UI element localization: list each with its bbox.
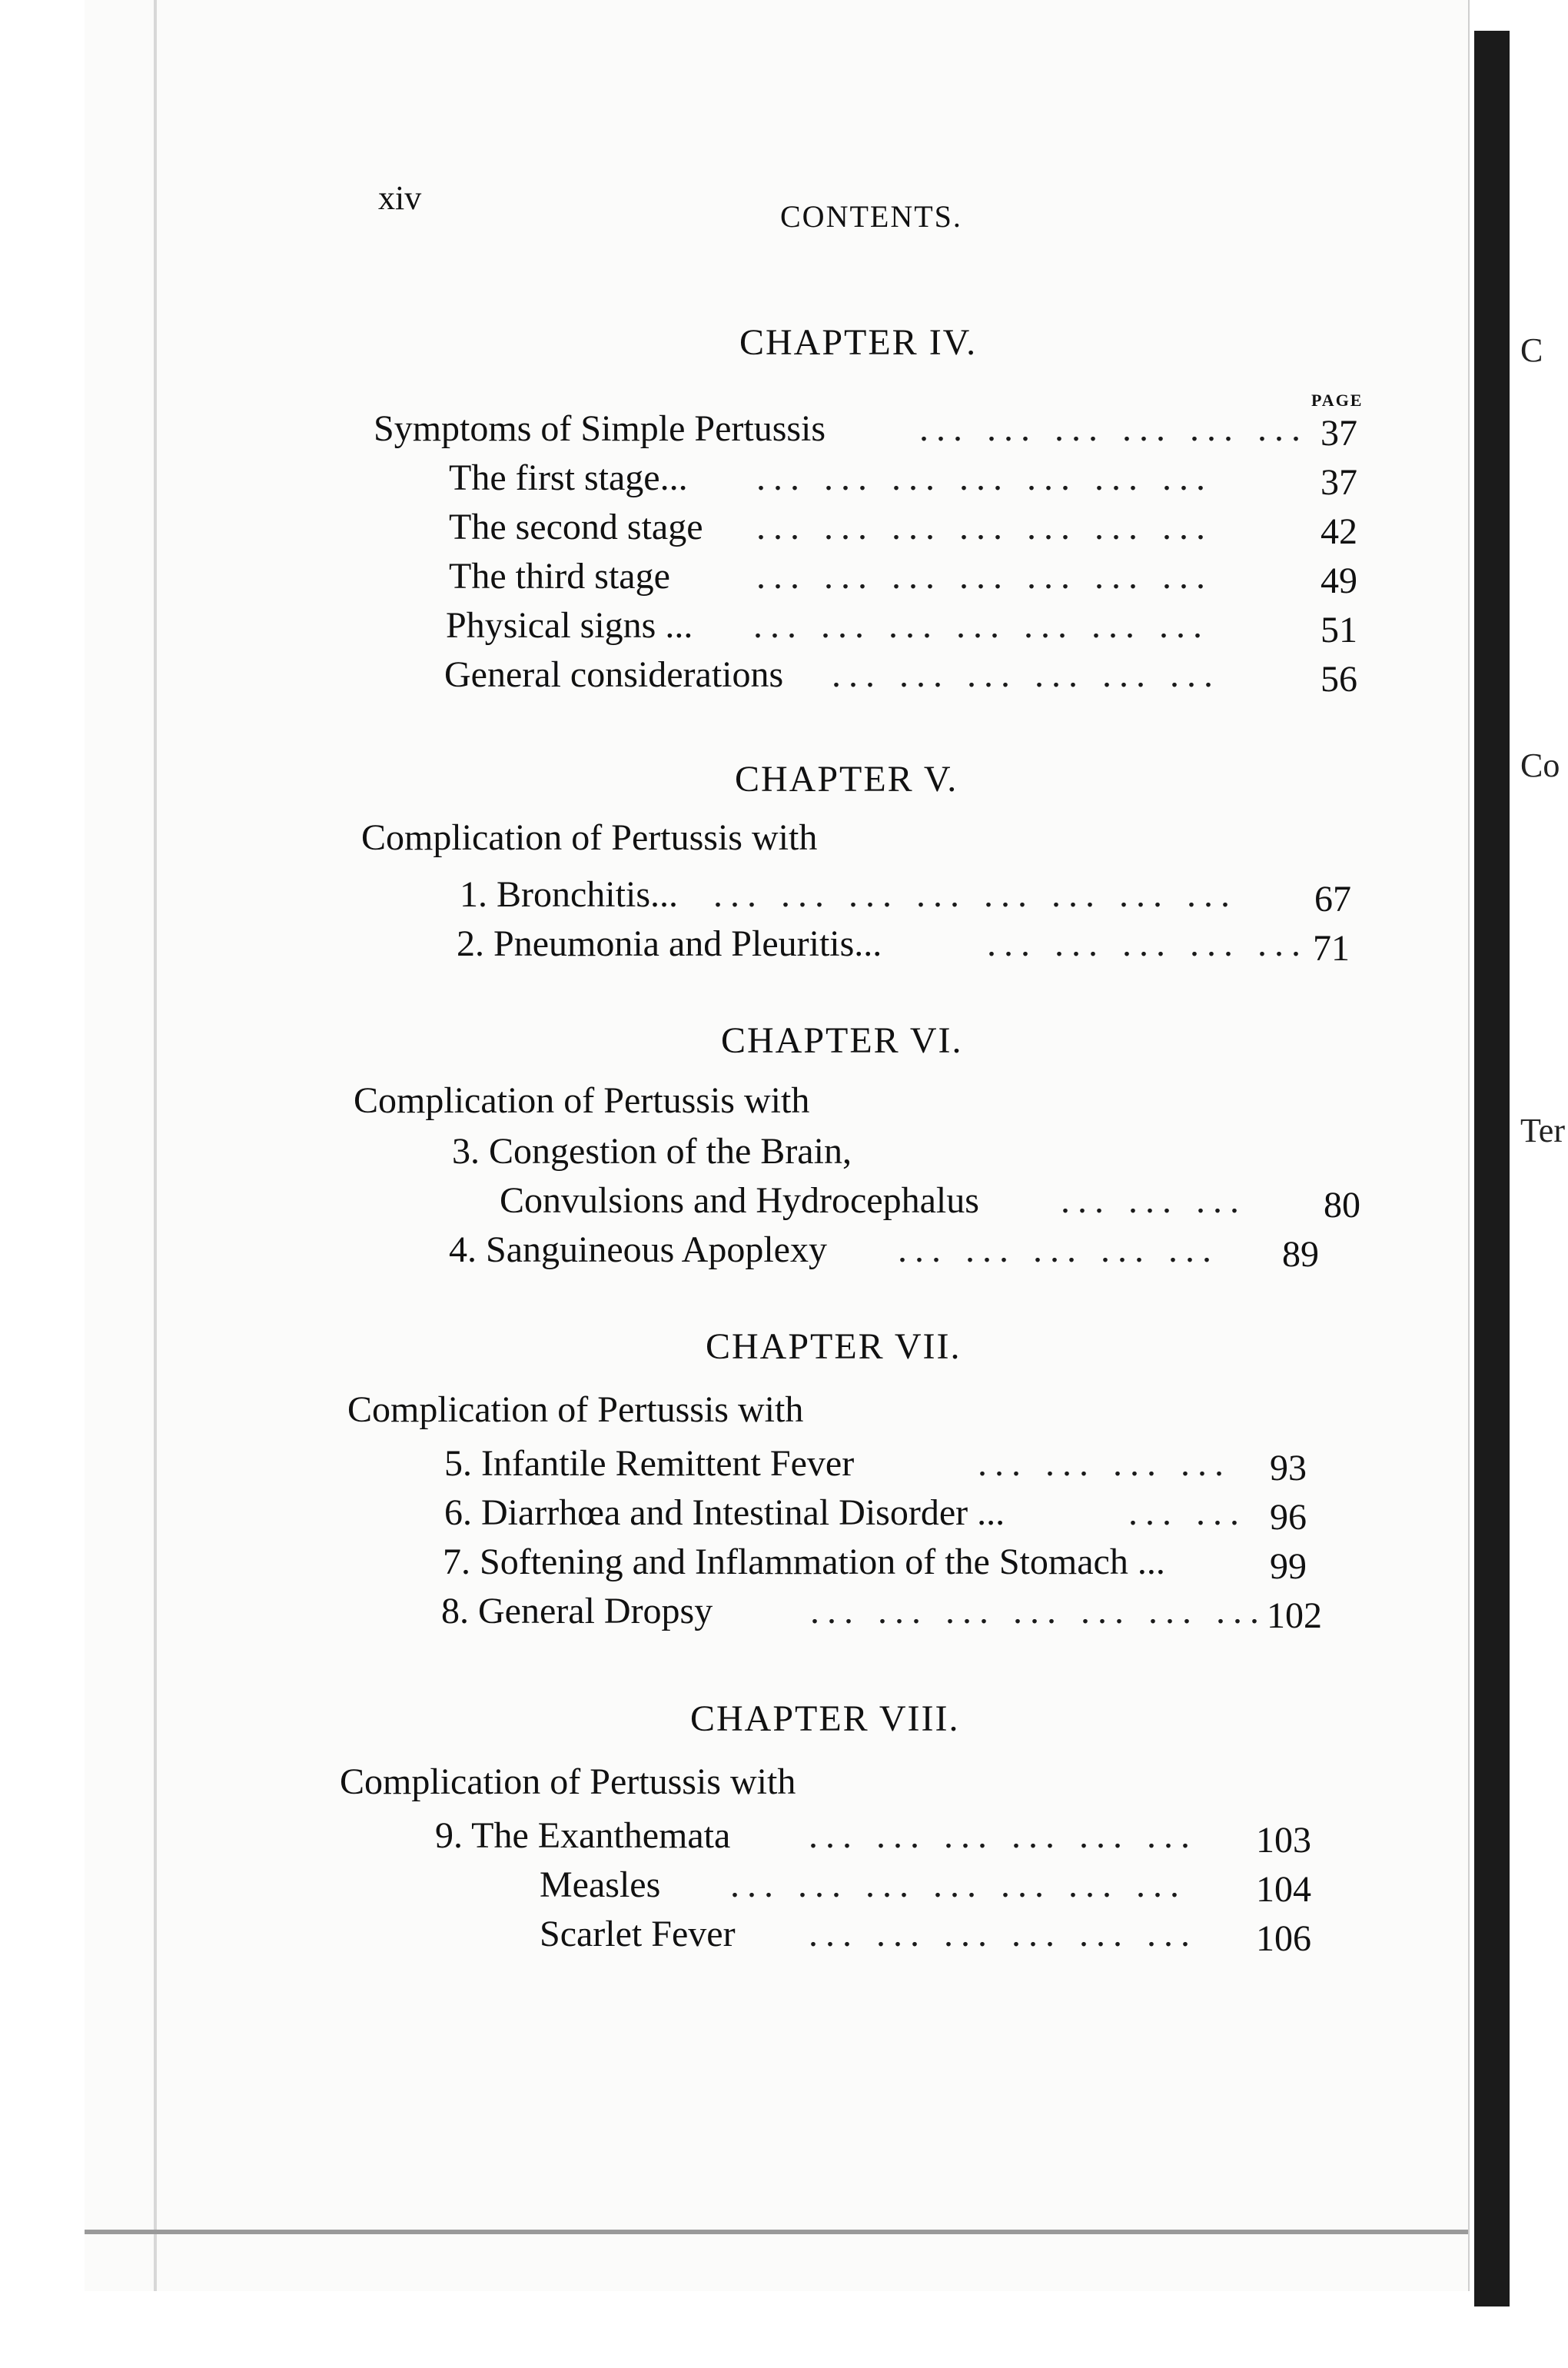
chapter-heading: CHAPTER V. [735, 759, 958, 800]
toc-entry [444, 1492, 1367, 1538]
entry-text: Sanguineous Apoplexy [486, 1229, 827, 1270]
entry-number: 9. [435, 1815, 463, 1856]
entry-page: 37 [1321, 462, 1357, 503]
entry-page: 49 [1321, 560, 1357, 601]
entry-page: 104 [1256, 1869, 1311, 1910]
toc-entry [449, 457, 1371, 503]
entry-page: 93 [1270, 1448, 1307, 1488]
toc-entry [435, 1814, 1373, 1861]
toc-entry [457, 923, 1379, 969]
leader-dots: ... ... ... ... [978, 1443, 1231, 1484]
entry-number: 5. [444, 1443, 472, 1484]
next-page-fragment: C [1520, 331, 1543, 369]
next-page-fragment: Ter [1520, 1112, 1565, 1149]
entry-number: 4. [449, 1229, 477, 1270]
entry-text: Bronchitis... [497, 874, 678, 915]
chapter-heading: CHAPTER IV. [739, 322, 978, 363]
entry-page: 96 [1270, 1497, 1307, 1538]
entry-page: 51 [1321, 610, 1357, 650]
next-page-fragment: Co [1520, 747, 1560, 784]
leader-dots: ... ... ... ... ... ... [809, 1914, 1198, 1954]
entry-number: 2. [457, 923, 484, 964]
leader-dots: ... ... ... ... ... ... ... [756, 507, 1213, 547]
leader-dots: ... ... ... ... ... ... [809, 1815, 1198, 1856]
entry-title [452, 1130, 852, 1172]
entry-text: Infantile Remittent Fever [481, 1443, 855, 1484]
entry-title: Convulsions and Hydrocephalus [500, 1180, 979, 1221]
toc-entry [446, 604, 1368, 650]
leader-dots: ... ... ... ... ... ... ... [756, 457, 1213, 498]
chapter-heading: CHAPTER VI. [721, 1020, 963, 1061]
entry-title: Physical signs ... [446, 605, 693, 646]
chapter-heading: CHAPTER VIII. [690, 1698, 960, 1739]
leader-dots: ... ... ... ... ... ... ... [730, 1864, 1187, 1905]
entry-title: The second stage [449, 507, 703, 547]
leader-dots: ... ... [1128, 1492, 1247, 1533]
leader-dots: ... ... ... [1061, 1180, 1247, 1221]
leader-dots: ... ... ... ... ... [898, 1229, 1219, 1270]
entry-title [435, 1814, 730, 1857]
complication-intro: Complication of Pertussis with [354, 1080, 810, 1121]
toc-entry [460, 873, 1382, 920]
entry-page: 56 [1321, 659, 1357, 700]
entry-title [457, 923, 882, 965]
entry-number: 8. [441, 1591, 469, 1631]
running-head: CONTENTS. [780, 199, 962, 234]
complication-intro: Complication of Pertussis with [347, 1389, 804, 1430]
entry-page: 71 [1313, 928, 1350, 969]
toc-entry [500, 1179, 1422, 1226]
leader-dots: ... ... ... ... ... ... ... [756, 556, 1213, 597]
toc-entry [449, 1229, 1371, 1275]
toc-entry [449, 555, 1371, 601]
entry-page: 67 [1314, 879, 1351, 920]
toc-entry [444, 1442, 1367, 1488]
entry-title [444, 1442, 854, 1485]
entry-page: 89 [1282, 1234, 1319, 1275]
entry-title [441, 1590, 713, 1632]
complication-intro: Complication of Pertussis with [340, 1761, 796, 1802]
bottom-scan-edge [85, 2230, 1468, 2234]
entry-page: 106 [1256, 1918, 1311, 1959]
book-gutter-shadow [1474, 31, 1510, 2306]
entry-title [444, 1492, 1005, 1534]
leader-dots: ... ... ... ... ... ... ... [810, 1591, 1267, 1631]
leader-dots: ... ... ... ... ... [987, 923, 1308, 964]
entry-number: 1. [460, 874, 487, 915]
entry-page: 37 [1321, 413, 1357, 454]
leader-dots: ... ... ... ... ... ... [832, 654, 1221, 695]
entry-text: Softening and Inflammation of the Stomach ... [480, 1542, 1165, 1582]
chapter-heading: CHAPTER VII. [706, 1326, 962, 1367]
entry-title: Symptoms of Simple Pertussis [374, 408, 826, 449]
entry-title [449, 1229, 827, 1271]
entry-number: 7. [443, 1542, 470, 1582]
leader-dots: ... ... ... ... ... ... [919, 408, 1308, 449]
toc-entry [443, 1541, 1365, 1587]
toc-entry [374, 407, 1373, 454]
entry-title [443, 1541, 1165, 1583]
leader-dots: ... ... ... ... ... ... ... [753, 605, 1210, 646]
entry-text: Diarrhœa and Intestinal Disorder ... [481, 1492, 1005, 1533]
entry-text: Congestion of the Brain, [489, 1131, 852, 1172]
page-column-label: PAGE [1311, 391, 1364, 410]
toc-entry [540, 1864, 1385, 1910]
toc-entry [452, 1130, 1374, 1176]
entry-title: The first stage... [449, 457, 688, 498]
toc-entry [540, 1913, 1385, 1959]
entry-title: General considerations [444, 654, 784, 695]
complication-intro: Complication of Pertussis with [361, 817, 818, 858]
toc-entry [441, 1590, 1379, 1636]
entry-number: 3. [452, 1131, 480, 1172]
page-left-edge [154, 0, 157, 2291]
entry-page: 103 [1256, 1820, 1311, 1861]
entry-text: Pneumonia and Pleuritis... [493, 923, 882, 964]
entry-title: Measles [540, 1864, 661, 1905]
toc-entry [444, 654, 1367, 700]
leader-dots: ... ... ... ... ... ... ... ... [713, 874, 1237, 915]
entry-page: 99 [1270, 1546, 1307, 1587]
page-number: xiv [378, 179, 422, 217]
entry-text: The Exanthemata [471, 1815, 731, 1856]
entry-number: 6. [444, 1492, 472, 1533]
entry-text: General Dropsy [478, 1591, 713, 1631]
entry-title [460, 873, 678, 916]
toc-entry [449, 506, 1371, 552]
entry-page: 80 [1324, 1185, 1360, 1226]
entry-title: The third stage [449, 556, 670, 597]
entry-page: 42 [1321, 511, 1357, 552]
entry-title: Scarlet Fever [540, 1914, 736, 1954]
entry-page: 102 [1267, 1595, 1322, 1636]
